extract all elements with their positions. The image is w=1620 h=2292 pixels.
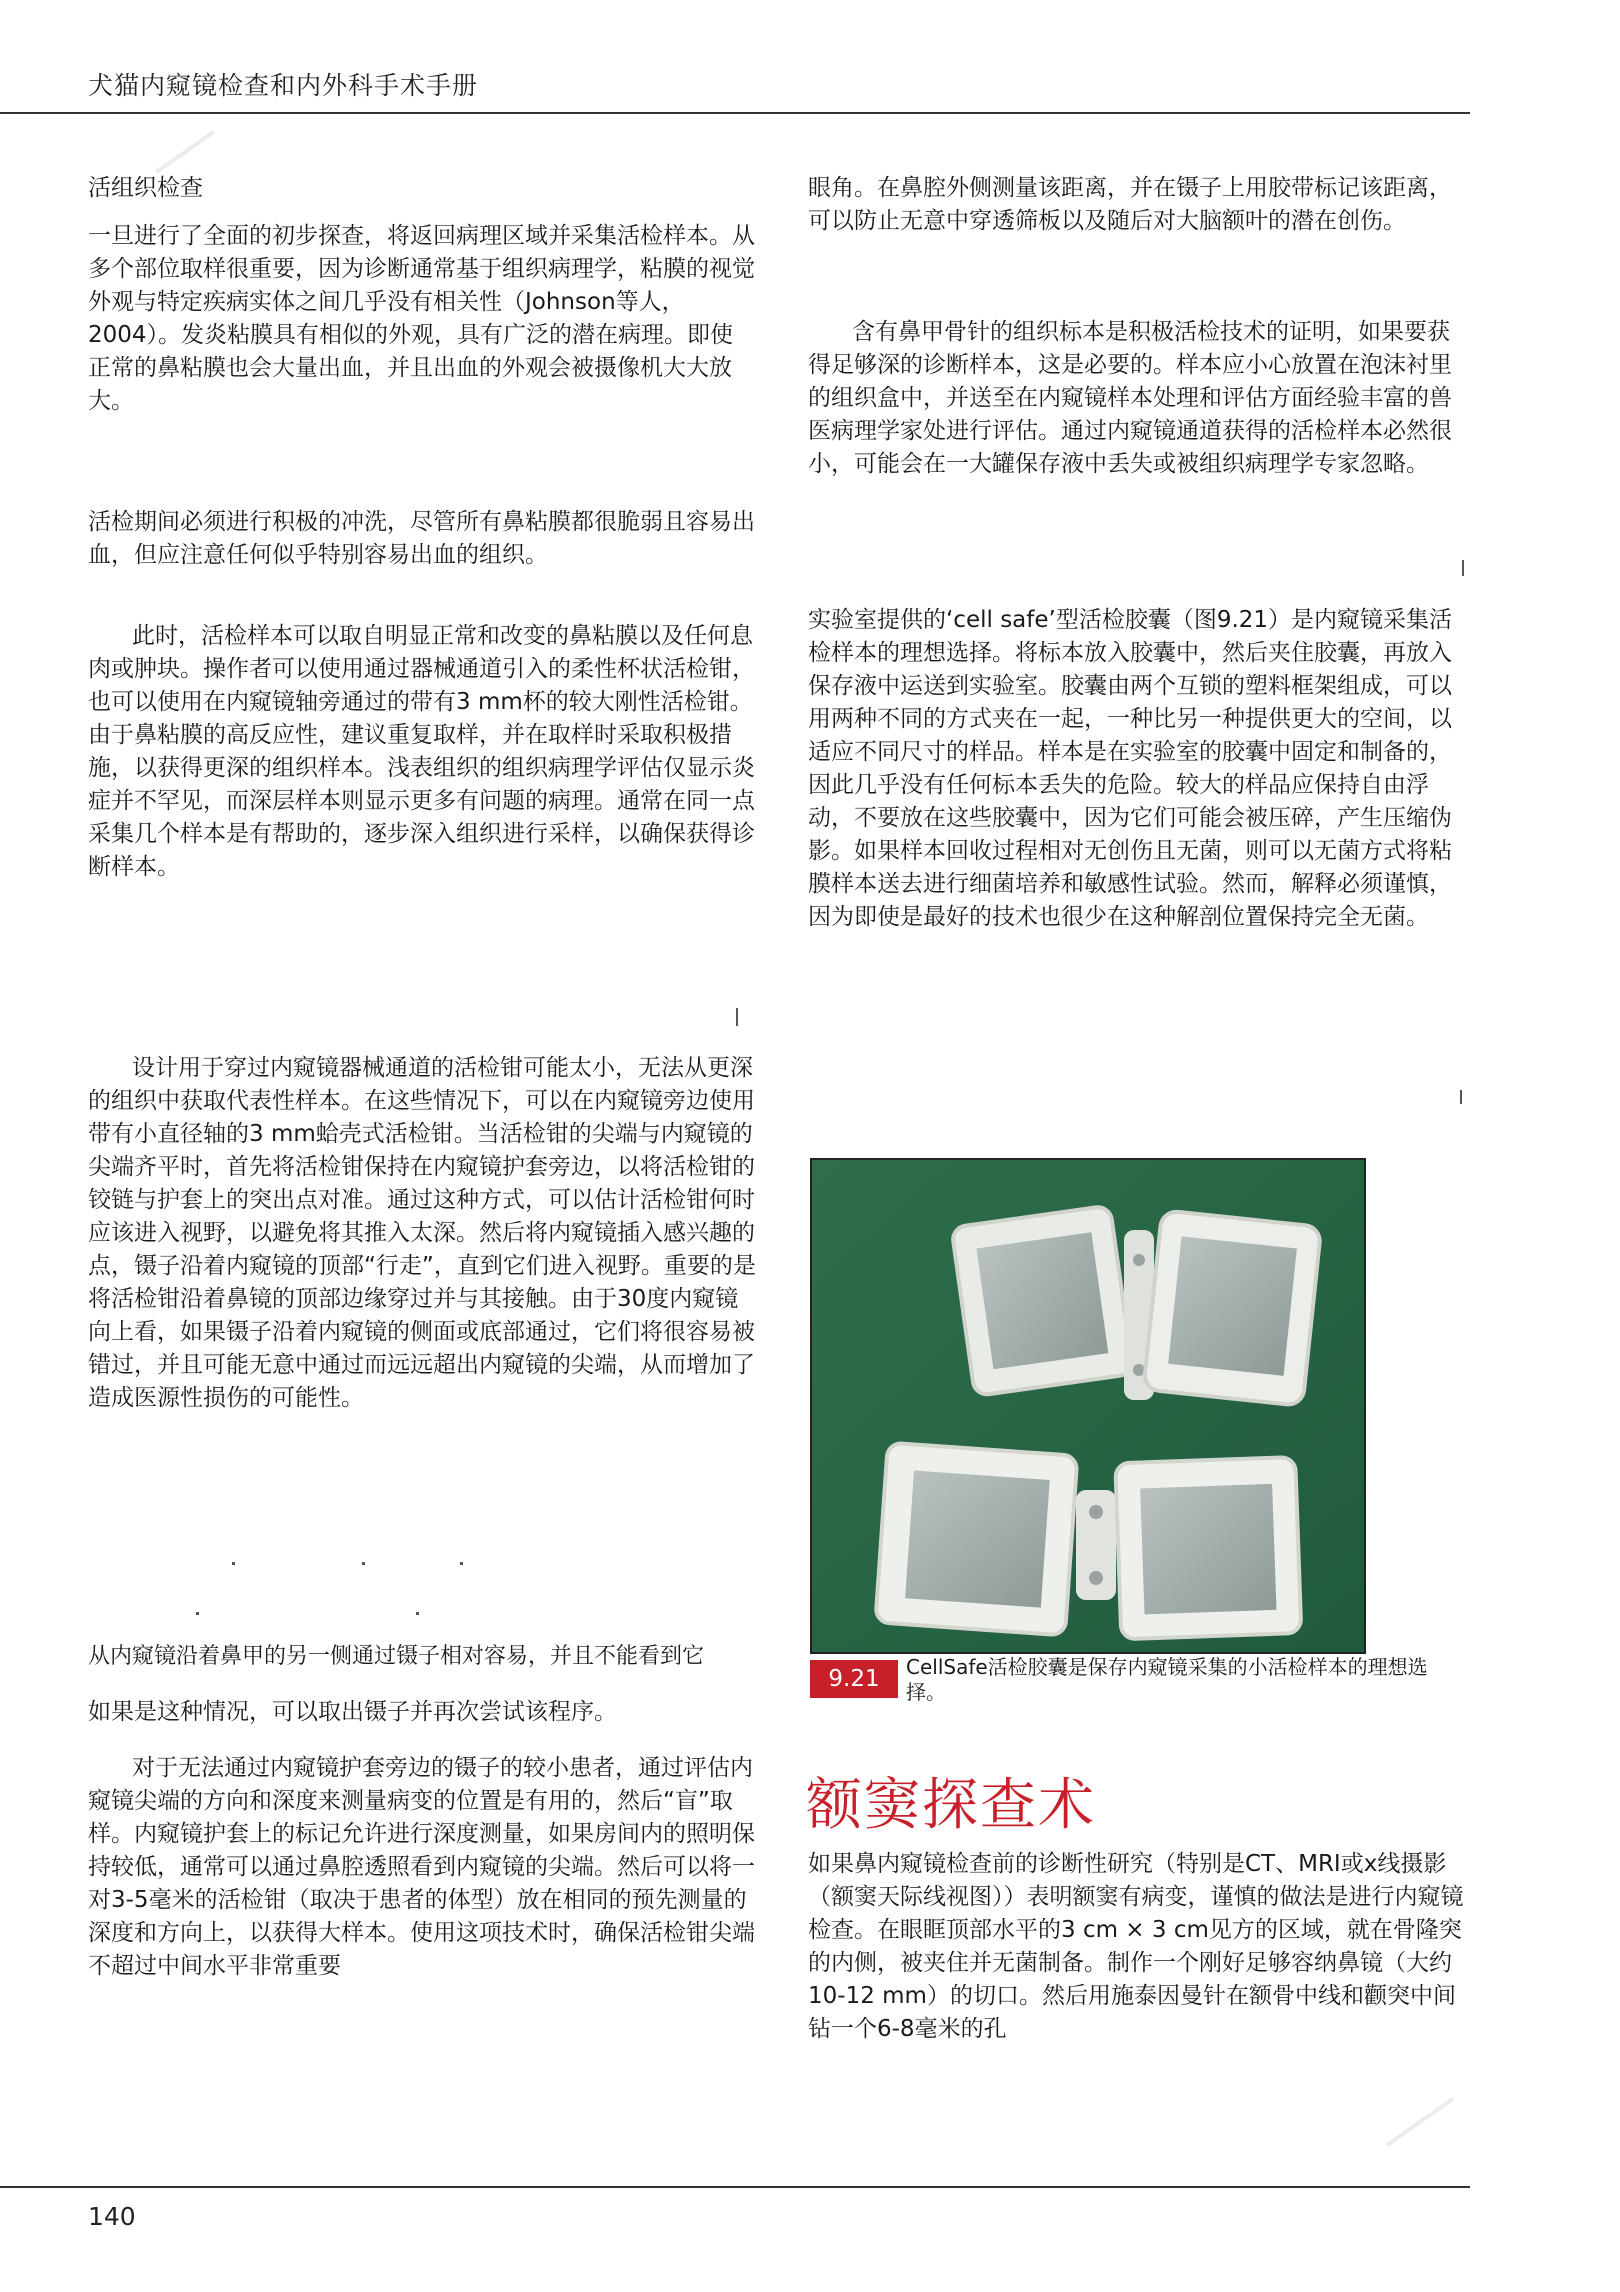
subheading-biopsy: 活组织检查	[88, 175, 203, 201]
scan-speck	[196, 1612, 199, 1615]
running-header: 犬猫内窥镜检查和内外科手术手册	[88, 71, 479, 100]
scan-speck	[1460, 1090, 1462, 1104]
paragraph: 如果是这种情况，可以取出镊子并再次尝试该程序。	[88, 1699, 617, 1725]
scan-speck	[416, 1612, 419, 1615]
figure-cellsafe-capsule	[810, 1158, 1366, 1654]
paragraph: 含有鼻甲骨针的组织标本是积极活检技术的证明，如果要获得足够深的诊断样本，这是必要的。样本应小心放置在泡沫衬里的组织盒中，并送至在内窥镜样本处理和评估方面经验丰富的兽医病理学家处进行评估。通过内窥镜通道获得的活检样本必然很小，可能会在一大罐保存液中丢失或被组织病理学专家忽略。	[808, 319, 1452, 477]
section-heading-frontal-sinus: 额窦探查术	[806, 1773, 1096, 1838]
page-number: 140	[88, 2202, 136, 2231]
paragraph: 一旦进行了全面的初步探查，将返回病理区域并采集活检样本。从多个部位取样很重要，因为诊断通常基于组织病理学，粘膜的视觉外观与特定疾病实体之间几乎没有相关性（Johnson等人，2004）。发炎粘膜具有相似的外观，具有广泛的潜在病理。即使正常的鼻粘膜也会大量出血，并且出血的外观会被摄像机大大放大。	[88, 223, 755, 414]
paragraph: 此时，活检样本可以取自明显正常和改变的鼻粘膜以及任何息肉或肿块。操作者可以使用通过器械通道引入的柔性杯状活检钳，也可以使用在内窥镜轴旁通过的带有3 mm杯的较大刚性活检钳。由于鼻粘膜的高反应性，建议重复取样，并在取样时采取积极措施，以获得更深的组织样本。浅表组织的组织病理学评估仅显示炎症并不罕见，而深层样本则显示更多有问题的病理。通常在同一点采集几个样本是有帮助的，逐步深入组织进行采样，以确保获得诊断样本。	[88, 623, 755, 880]
scan-speck	[232, 1562, 235, 1565]
header-divider	[0, 112, 1470, 114]
paragraph: 实验室提供的‘cell safe’型活检胶囊（图9.21）是内窥镜采集活检样本的理想选择。将标本放入胶囊中，然后夹住胶囊，再放入保存液中运送到实验室。胶囊由两个互锁的塑料框架组成，可以用两种不同的方式夹在一起，一种比另一种提供更大的空间，以适应不同尺寸的样品。样本是在实验室的胶囊中固定和制备的，因此几乎没有任何标本丢失的危险。较大的样品应保持自由浮动，不要放在这些胶囊中，因为它们可能会被压碎，产生压缩伪影。如果样本回收过程相对无创伤且无菌，则可以无菌方式将粘膜样本送去进行细菌培养和敏感性试验。然而，解释必须谨慎，因为即使是最好的技术也很少在这种解剖位置保持完全无菌。	[808, 607, 1453, 930]
paragraph: 对于无法通过内窥镜护套旁边的镊子的较小患者，通过评估内窥镜尖端的方向和深度来测量病变的位置是有用的，然后“盲”取样。内窥镜护套上的标记允许进行深度测量，如果房间内的照明保持较低，通常可以通过鼻腔透照看到内窥镜的尖端。然后可以将一对3-5毫米的活检钳（取决于患者的体型）放在相同的预先测量的深度和方向上，以获得大样本。使用这项技术时，确保活检钳尖端不超过中间水平非常重要	[88, 1755, 755, 1979]
scan-speck	[736, 1008, 738, 1026]
paragraph: 从内窥镜沿着鼻甲的另一侧通过镊子相对容易，并且不能看到它	[88, 1644, 705, 1669]
watermark-mark	[1386, 2097, 1454, 2146]
watermark-mark	[155, 130, 215, 173]
figure-caption: CellSafe活检胶囊是保存内窥镜采集的小活检样本的理想选择。	[906, 1655, 1428, 1704]
cellsafe-capsule-icon	[812, 1160, 1364, 1652]
paragraph: 眼角。在鼻腔外侧测量该距离，并在镊子上用胶带标记该距离，可以防止无意中穿透筛板以及随后对大脑额叶的潜在创伤。	[808, 175, 1452, 234]
scan-speck	[460, 1562, 463, 1565]
scan-speck	[362, 1562, 365, 1565]
paragraph: 活检期间必须进行积极的冲洗，尽管所有鼻粘膜都很脆弱且容易出血，但应注意任何似乎特别容易出血的组织。	[88, 509, 755, 568]
scan-speck	[1462, 560, 1464, 576]
paragraph: 如果鼻内窥镜检查前的诊断性研究（特别是CT、MRI或x线摄影（额窦天际线视图））表明额窦有病变，谨慎的做法是进行内窥镜检查。在眼眶顶部水平的3 cm × 3 cm见方的区域，就在骨隆突的内侧，被夹住并无菌制备。制作一个刚好足够容纳鼻镜（大约10-12 mm）的切口。然后用施泰因曼针在额骨中线和颧突中间钻一个6-8毫米的孔	[808, 1851, 1464, 2042]
figure-number-badge: 9.21	[810, 1660, 898, 1698]
paragraph: 设计用于穿过内窥镜器械通道的活检钳可能太小，无法从更深的组织中获取代表性样本。在这些情况下，可以在内窥镜旁边使用带有小直径轴的3 mm蛤壳式活检钳。当活检钳的尖端与内窥镜的尖端齐平时，首先将活检钳保持在内窥镜护套旁边，以将活检钳的铰链与护套上的突出点对准。通过这种方式，可以估计活检钳何时应该进入视野，以避免将其推入太深。然后将内窥镜插入感兴趣的点，镊子沿着内窥镜的顶部“行走”，直到它们进入视野。重要的是将活检钳沿着鼻镜的顶部边缘穿过并与其接触。由于30度内窥镜向上看，如果镊子沿着内窥镜的侧面或底部通过，它们将很容易被错过，并且可能无意中通过而远远超出内窥镜的尖端，从而增加了造成医源性损伤的可能性。	[88, 1055, 756, 1411]
footer-divider	[0, 2186, 1470, 2188]
